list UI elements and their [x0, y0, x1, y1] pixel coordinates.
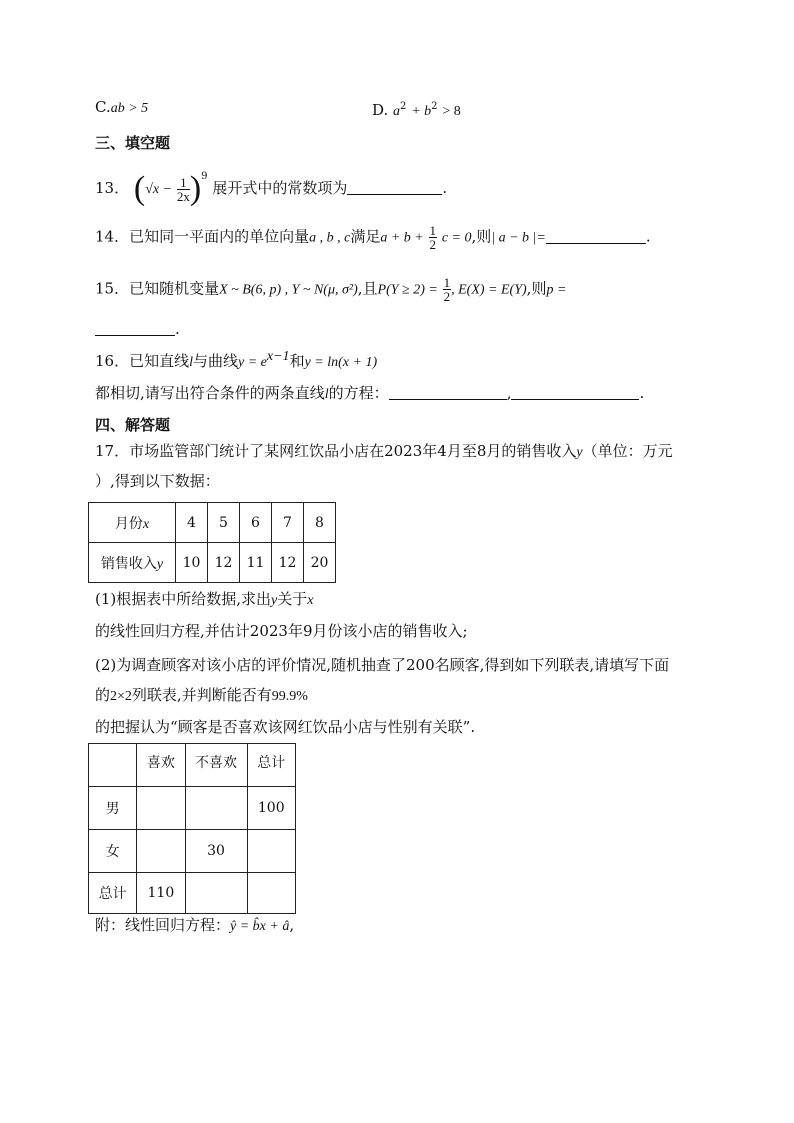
- q17-part2-line1: (2)为调查顾客对该小店的评价情况,随机抽查了200名顾客,得到如下列联表,请填写下面: [95, 656, 670, 674]
- q13-exp: 9: [201, 171, 208, 182]
- q17-line1: 市场监管部门统计了某网红饮品小店在2023年4月至8月的销售收入: [129, 442, 577, 460]
- months-header-label: 月份: [114, 515, 143, 532]
- q14-t1: 已知同一平面内的单位向量: [129, 227, 310, 246]
- q13-pre: √x −: [145, 182, 173, 197]
- q14-t2: 满足: [350, 227, 381, 246]
- option-c-label: C.: [95, 98, 111, 116]
- table-row-months: [89, 503, 336, 543]
- sales-cell: 10: [176, 543, 208, 583]
- q14-fraction: [429, 224, 438, 251]
- q17-line1b: （单位：万元: [582, 442, 673, 460]
- q15-fraction: [443, 276, 452, 303]
- q14-t3: ,则: [471, 227, 492, 246]
- option-d-sup-a: 2: [400, 101, 407, 112]
- table-header-cell: [89, 744, 137, 787]
- q17-part1-line2: 的线性回归方程,并估计2023年9月份该小店的销售收入;: [95, 622, 468, 640]
- table-cell[interactable]: [137, 830, 185, 873]
- option-c: [95, 96, 148, 120]
- months-header-var: x: [142, 516, 150, 532]
- q15-e1: X ~ B(6, p) , Y ~ N(μ, σ²): [219, 282, 358, 298]
- q17-p2b-m: 2×2: [110, 689, 132, 704]
- appendix-equation: ŷ = b̂x + â: [230, 919, 290, 934]
- months-header: [89, 503, 176, 543]
- q16-end: .: [639, 384, 645, 402]
- table-cell[interactable]: [247, 873, 296, 914]
- table-cell[interactable]: [247, 830, 296, 873]
- q16-l: l: [189, 355, 193, 370]
- table-cell: 总计: [89, 873, 137, 914]
- q14-frac-den: 2: [429, 237, 437, 252]
- sales-data-table: [88, 502, 336, 583]
- q13-number: 13．: [95, 179, 130, 197]
- q13-lparen: (: [133, 170, 146, 207]
- appendix-label: 附：线性回归方程：: [95, 916, 231, 934]
- question-14: [95, 224, 651, 251]
- q14-number: 14．: [95, 227, 130, 246]
- q14-answer-blank[interactable]: [546, 227, 646, 244]
- section-title-solutions: 四、解答题: [95, 416, 171, 434]
- q15-frac-num: 1: [443, 275, 451, 290]
- table-cell[interactable]: [137, 787, 185, 830]
- q16-line2b: 的方程：: [328, 384, 389, 402]
- table-cell[interactable]: [185, 873, 247, 914]
- question-16: [95, 346, 377, 374]
- question-15-line2: [95, 318, 180, 340]
- table-row: [89, 873, 296, 914]
- question-17-line2: ）,得到以下数据：: [95, 472, 220, 490]
- q16-comma: ,: [506, 384, 512, 402]
- table-header-cell: 不喜欢: [185, 744, 247, 787]
- q16-e2: y = ln(x + 1): [304, 355, 378, 370]
- question-16-line2: [95, 382, 644, 406]
- q13-frac-den: 2x: [176, 188, 190, 204]
- table-cell: 男: [89, 787, 137, 830]
- appendix-end: ,: [289, 916, 295, 934]
- q15-answer-blank[interactable]: [95, 319, 175, 336]
- q17-p1b: 关于: [277, 590, 308, 608]
- q17-p1a: (1)根据表中所给数据,求出: [95, 590, 272, 608]
- month-cell: 5: [208, 503, 240, 543]
- month-cell: 7: [272, 503, 304, 543]
- q14-eq1: a + b +: [380, 230, 424, 246]
- option-c-expr: ab > 5: [110, 101, 149, 116]
- question-17-line1: [95, 440, 673, 464]
- q16-e1-sup: x−1: [266, 349, 290, 364]
- sales-cell: 12: [272, 543, 304, 583]
- q17-p1x: x: [307, 593, 314, 608]
- sales-header-label: 销售收入: [100, 555, 157, 572]
- question-13: [95, 166, 448, 207]
- q16-line2a: 都相切,请写出符合条件的两条直线: [95, 384, 325, 402]
- q16-e1: y = e: [238, 355, 267, 370]
- table-row: [89, 830, 296, 873]
- q14-abs: | a − b |=: [491, 230, 546, 246]
- table-row-sales: [89, 543, 336, 583]
- month-cell: 6: [240, 503, 272, 543]
- q16-t2: 与曲线: [193, 352, 239, 370]
- q13-answer-blank[interactable]: [347, 178, 442, 195]
- q17-part1-line1: [95, 588, 313, 612]
- table-cell: 女: [89, 830, 137, 873]
- q16-t3: 和: [289, 352, 305, 370]
- q15-frac-den: 2: [443, 289, 451, 304]
- q16-t1: 已知直线: [129, 352, 190, 370]
- sales-cell: 12: [208, 543, 240, 583]
- q17-part2-line3: 的把握认为“顾客是否喜欢该网红饮品小店与性别有关联”.: [95, 718, 476, 736]
- q17-part2-line2: [95, 684, 308, 708]
- q17-y: y: [576, 445, 583, 460]
- q15-number: 15．: [95, 279, 130, 298]
- sales-header-var: y: [156, 556, 164, 572]
- option-d-a: a: [393, 104, 401, 119]
- q15-t3: ,则: [526, 279, 547, 298]
- question-15: [95, 276, 566, 303]
- q15-e4: p =: [546, 282, 567, 298]
- q13-text: 展开式中的常数项为: [212, 179, 348, 197]
- sales-cell: 20: [304, 543, 336, 583]
- q17-p2b: 的: [95, 686, 111, 704]
- month-cell: 8: [304, 503, 336, 543]
- table-cell: 100: [247, 787, 296, 830]
- q15-end: .: [175, 320, 180, 338]
- option-d-sup-b: 2: [431, 101, 438, 112]
- section-title-fill-in: 三、填空题: [95, 134, 171, 152]
- q13-rparen: ): [189, 170, 202, 207]
- q16-answer-blank-2[interactable]: [511, 383, 639, 400]
- q15-t1: 已知随机变量: [129, 279, 220, 298]
- q17-p1y: y: [271, 593, 278, 608]
- option-d-label: D.: [372, 101, 389, 119]
- q17-number: 17．: [95, 442, 130, 460]
- q16-answer-blank-1[interactable]: [389, 383, 507, 400]
- appendix-line: [95, 914, 294, 938]
- table-cell: 110: [137, 873, 185, 914]
- table-header-cell: 喜欢: [137, 744, 185, 787]
- table-cell: 30: [185, 830, 247, 873]
- table-header-cell: 总计: [247, 744, 296, 787]
- q14-end: .: [645, 227, 651, 246]
- q14-vecs: a , b , c: [309, 230, 351, 246]
- q16-number: 16．: [95, 352, 130, 370]
- q13-fraction: [177, 176, 190, 203]
- sales-header: [89, 543, 176, 583]
- q15-e3: , E(X) = E(Y): [451, 282, 527, 298]
- sales-cell: 11: [240, 543, 272, 583]
- month-cell: 4: [176, 503, 208, 543]
- option-d-c: > 8: [442, 104, 461, 119]
- q13-frac-num: 1: [177, 176, 190, 190]
- option-d-b: + b: [411, 104, 432, 119]
- table-row: [89, 744, 296, 787]
- q15-e2: P(Y ≥ 2) =: [377, 282, 438, 298]
- q17-p2b2: 列联表,并判断能否有: [131, 686, 272, 704]
- q14-frac-num: 1: [429, 223, 437, 238]
- q16-l2: l: [324, 387, 329, 402]
- q13-end: .: [442, 179, 448, 197]
- option-d: [372, 96, 461, 123]
- contingency-table: [88, 743, 296, 914]
- table-row: [89, 787, 296, 830]
- table-cell[interactable]: [185, 787, 247, 830]
- q15-t2: ,且: [357, 279, 378, 298]
- q17-p2pct: 99.9%: [271, 689, 308, 704]
- q14-eq2: c = 0: [441, 230, 472, 246]
